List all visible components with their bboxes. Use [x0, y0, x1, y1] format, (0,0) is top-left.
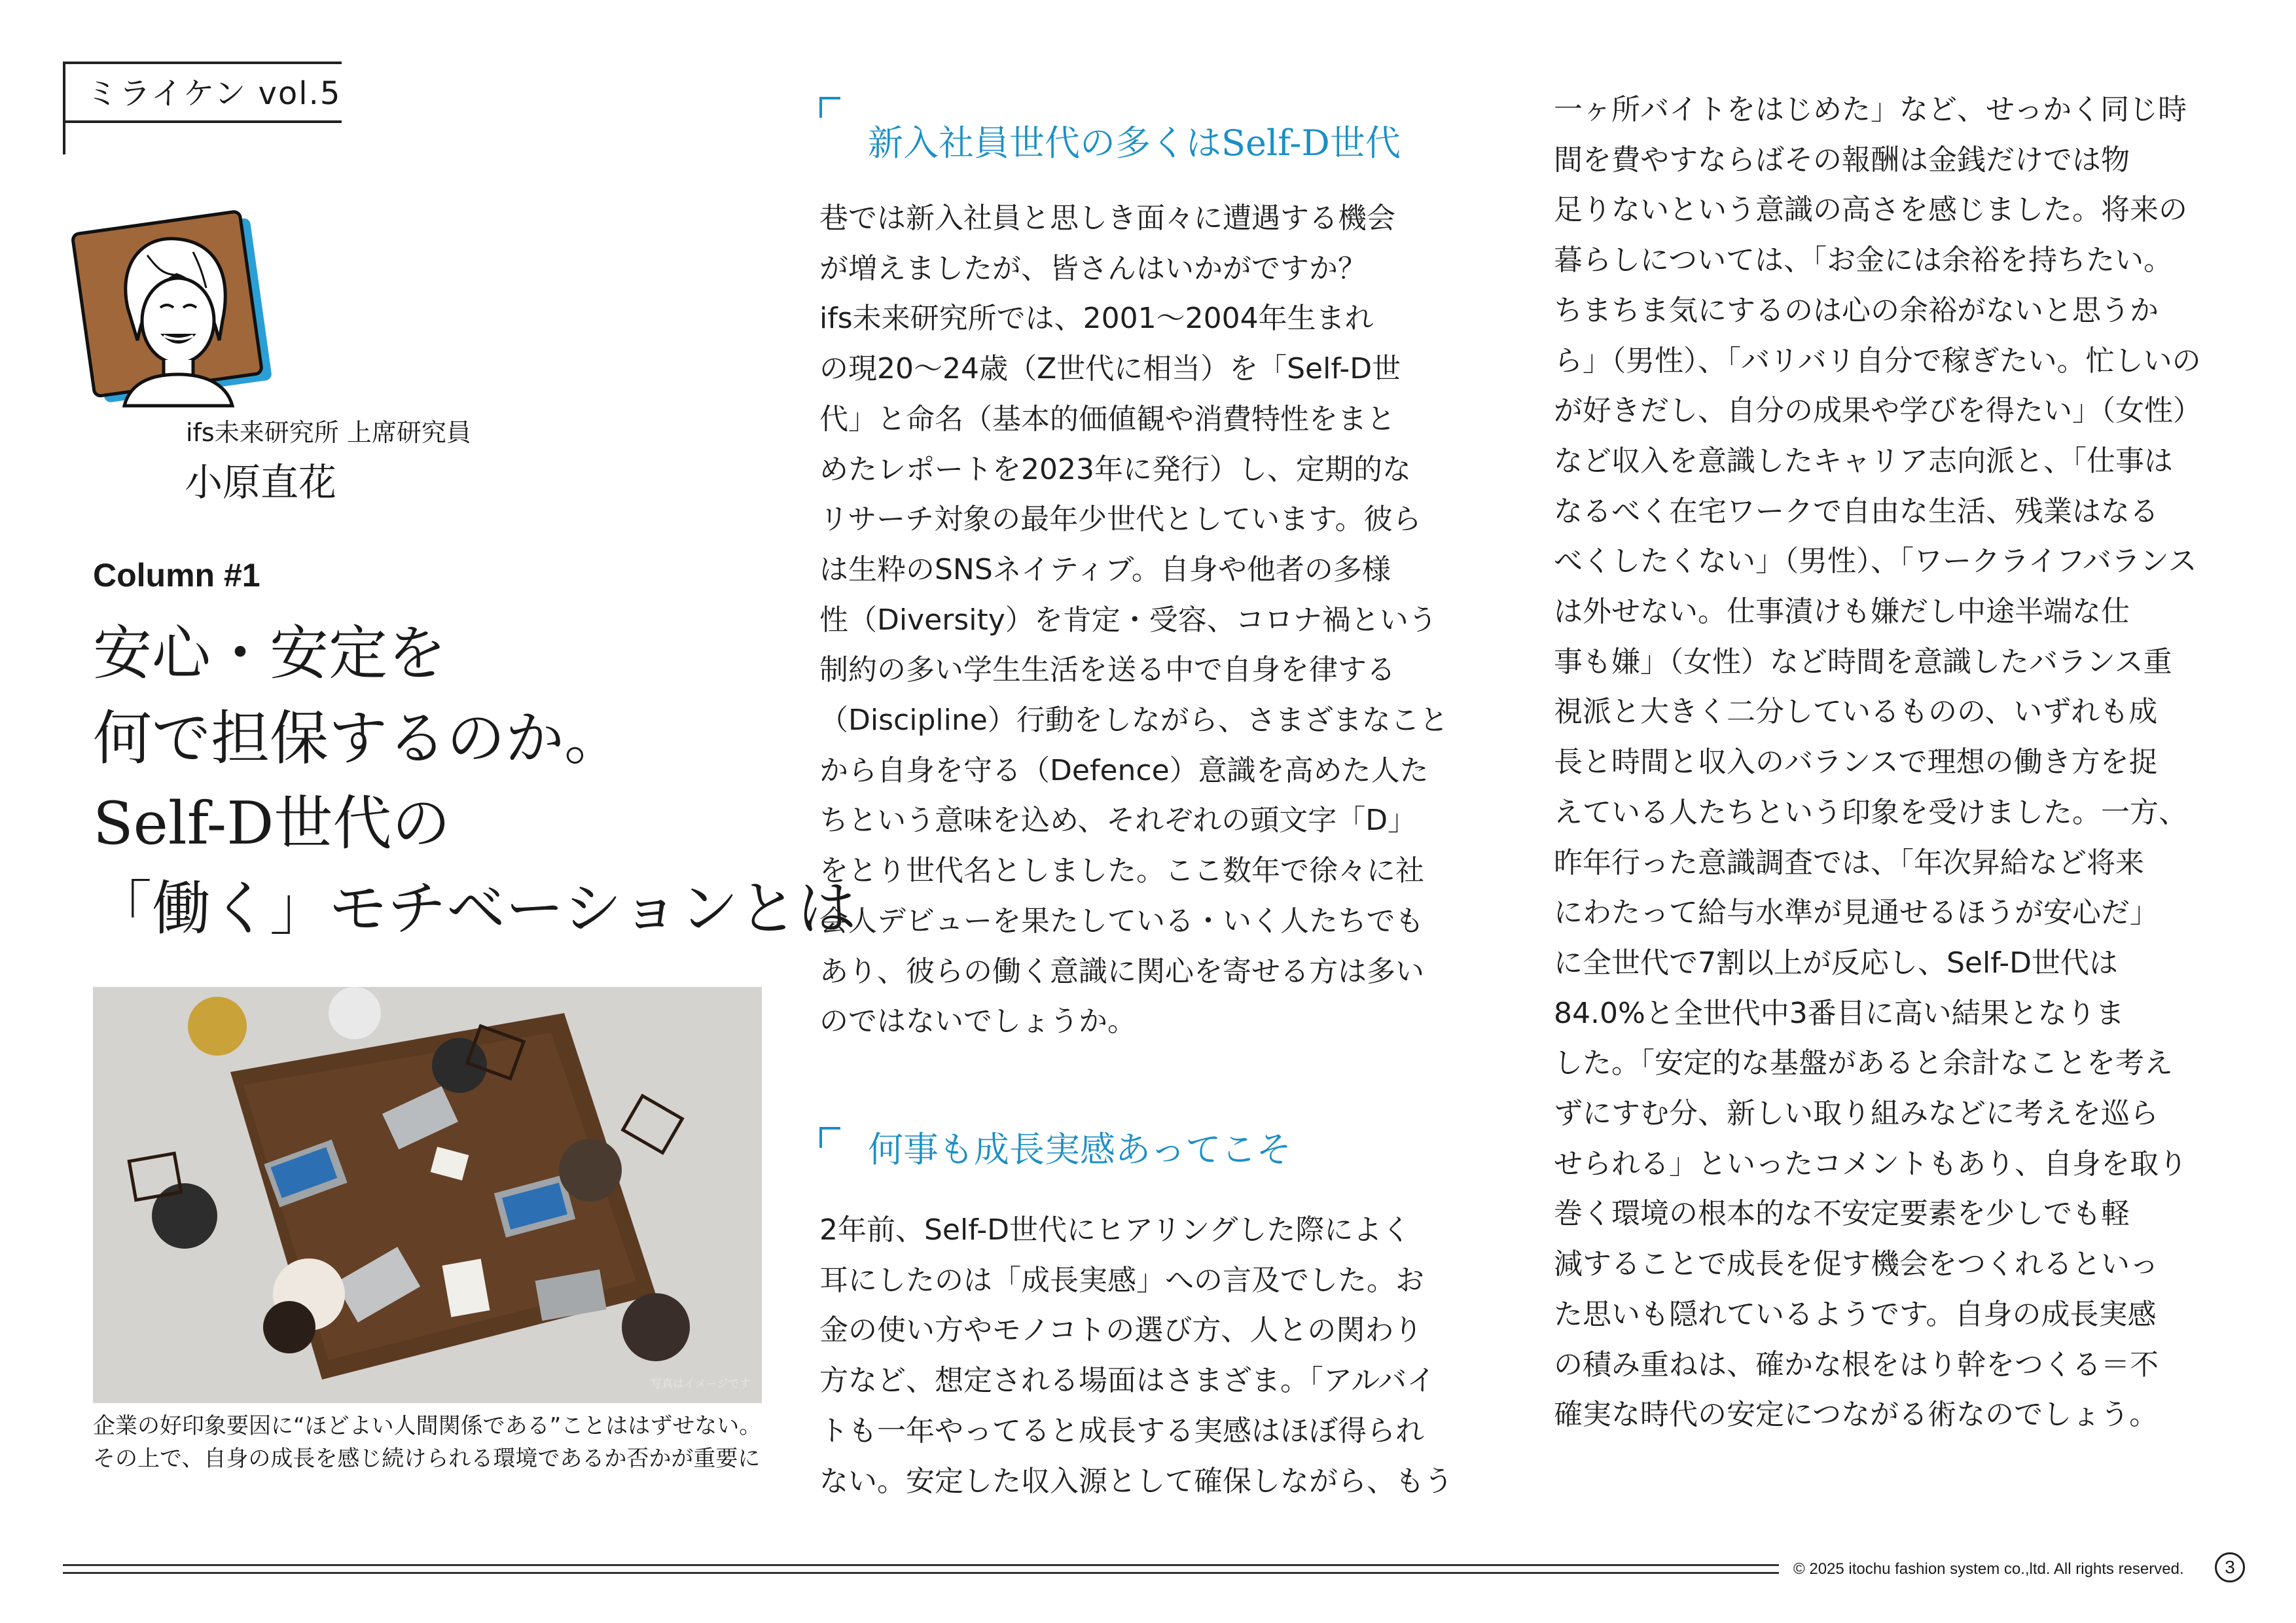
body-line: べくしたくない」（男性）、「ワークライフバランス	[1554, 544, 2197, 579]
body-line: の現20～24歳（Z世代に相当）を「Self-D世	[819, 352, 1401, 386]
body-line: した。「安定的な基盤があると余計なことを考え	[1554, 1046, 2173, 1080]
body-line: をとり世代名としました。ここ数年で徐々に社	[819, 854, 1424, 888]
meeting-photo	[93, 987, 762, 1403]
headline-line: 安心・安定を	[93, 619, 446, 688]
body-line: 巷では新入社員と思しき面々に遭遇する機会	[819, 202, 1395, 235]
headline-line: Self-D世代の	[93, 789, 451, 858]
body-line: 昨年行った意識調査では、「年次昇給など将来	[1554, 846, 2144, 880]
series-label: ミライケン vol.5	[86, 75, 342, 112]
body-line: せられる」といったコメントもあり、自身を取り	[1554, 1147, 2187, 1181]
headline-line: 「働く」モチベーションとは	[93, 874, 857, 943]
body-line: 間を費やすならばその報酬は金銭だけでは物	[1554, 143, 2130, 177]
body-line: ら」（男性）、「バリバリ自分で稼ぎたい。忙しいの	[1554, 344, 2201, 378]
copyright-text: © 2025 itochu fashion system co.,ltd. All rights reserved.	[1793, 1560, 2184, 1578]
body-line: 長と時間と収入のバランスで理想の働き方を捉	[1554, 745, 2158, 779]
body-line: に全世代で7割以上が反応し、Self-D世代は	[1554, 946, 2119, 980]
column-headline	[93, 611, 857, 952]
section2-body	[819, 1205, 1453, 1507]
body-line: あり、彼らの働く意識に関心を寄せる方は多い	[819, 954, 1424, 988]
body-line: （Discipline）行動をしながら、さまざまなこと	[819, 704, 1448, 738]
page-number: 3	[2215, 1552, 2245, 1582]
body-line: 減することで成長を促す機会をつくれるといっ	[1554, 1247, 2159, 1281]
body-line: 巻く環境の根本的な不安定要素を少しでも軽	[1554, 1197, 2130, 1231]
body-line: は生粋のSNSネイティブ。自身や他者の多様	[819, 552, 1391, 586]
body-line: トも一年やってると成長する実感はほぼ得られ	[819, 1414, 1424, 1448]
body-line: 視派と大きく二分しているものの、いずれも成	[1554, 695, 2158, 729]
body-line: リサーチ対象の最年少世代としています。彼ら	[819, 503, 1422, 537]
body-line: ずにすむ分、新しい取り組みなどに考えを巡ら	[1554, 1097, 2159, 1131]
body-line: ifs未来研究所では、2001～2004年生まれ	[819, 302, 1374, 336]
body-line: 暮らしについては、「お金には余裕を持ちたい。	[1554, 243, 2173, 277]
body-line: は外せない。仕事漬けも嫌だし中途半端な仕	[1554, 595, 2130, 629]
series-frame-bottom	[63, 120, 342, 123]
body-line: が好きだし、自分の成果や学びを得たい」（女性）	[1554, 394, 2202, 428]
body-line: 性（Diversity）を肯定・受容、コロナ禍という	[819, 603, 1437, 637]
body-line: めたレポートを2023年に発行）し、定期的な	[819, 452, 1411, 486]
section1-heading: 新入社員世代の多くはSelf-D世代	[868, 122, 1401, 164]
headline-line: 何で担保するのか。	[93, 704, 623, 773]
section-bracket-icon	[819, 1127, 840, 1148]
author-portrait-illustration	[65, 209, 281, 412]
body-line: 84.0%と全世代中3番目に高い結果となりま	[1554, 996, 2125, 1030]
body-line: 金の使い方やモノコトの選び方、人との関わり	[819, 1313, 1423, 1347]
body-line: から自身を守る（Defence）意識を高めた人た	[819, 753, 1429, 787]
body-line: 代」と命名（基本的価値観や消費特性をまと	[819, 402, 1395, 436]
body-line: ちまちま気にするのは心の余裕がないと思うか	[1554, 293, 2159, 327]
column3-body	[1554, 85, 2202, 1440]
footer-rule	[63, 1572, 1779, 1574]
series-frame-left	[63, 62, 65, 154]
column-label: Column #1	[93, 557, 260, 594]
body-line: 耳にしたのは「成長実感」への言及でした。お	[819, 1263, 1424, 1297]
body-line: 2年前、Self-D世代にヒアリングした際によく	[819, 1213, 1411, 1247]
body-line: 事も嫌」（女性）など時間を意識したバランス重	[1554, 645, 2172, 679]
series-frame-top	[63, 62, 342, 64]
body-line: が増えましたが、皆さんはいかがですか？	[819, 251, 1367, 285]
body-line: た思いも隠れているようです。自身の成長実感	[1554, 1297, 2157, 1331]
body-line: など収入を意識したキャリア志向派と、「仕事は	[1554, 444, 2173, 478]
section1-body	[819, 194, 1448, 1047]
body-line: 制約の多い学生生活を送る中で自身を律する	[819, 653, 1395, 687]
author-name: 小原直花	[185, 460, 337, 505]
body-line: 方など、想定される場面はさまざま。「アルバイ	[819, 1364, 1436, 1398]
body-line: 確実な時代の安定につながる術なのでしょう。	[1554, 1398, 2159, 1432]
body-line: の積み重ねは、確かな根をはり幹をつくる＝不	[1554, 1347, 2159, 1382]
body-line: 足りないという意識の高さを感じました。将来の	[1554, 193, 2187, 227]
body-line: えている人たちという印象を受けました。一方、	[1554, 795, 2187, 829]
body-line: ない。安定した収入源として確保しながら、もう	[819, 1464, 1453, 1498]
body-line: 一ヶ所バイトをはじめた」など、せっかく同じ時	[1554, 93, 2187, 126]
body-line: のではないでしょうか。	[819, 1005, 1136, 1039]
author-organization: ifs未来研究所 上席研究員	[186, 418, 471, 447]
photo-caption: 企業の好印象要因に“ほどよい人間関係である”ことははずせない。その上で、自身の成長を感じ続けられる環境であるか否かが重要に	[93, 1413, 762, 1472]
body-line: にわたって給与水準が見通せるほうが安心だ」	[1554, 896, 2159, 930]
photo-note: 写真はイメージです	[651, 1378, 751, 1391]
body-line: なるべく在宅ワークで自由な生活、残業はなる	[1554, 494, 2159, 528]
body-line: ちという意味を込め、それぞれの頭文字「D」	[819, 804, 1417, 838]
section2-heading: 何事も成長実感あってこそ	[868, 1129, 1292, 1170]
section-bracket-icon	[819, 97, 840, 118]
footer-rule	[63, 1564, 1779, 1566]
body-line: 会人デビューを果たしている・いく人たちでも	[819, 904, 1424, 938]
